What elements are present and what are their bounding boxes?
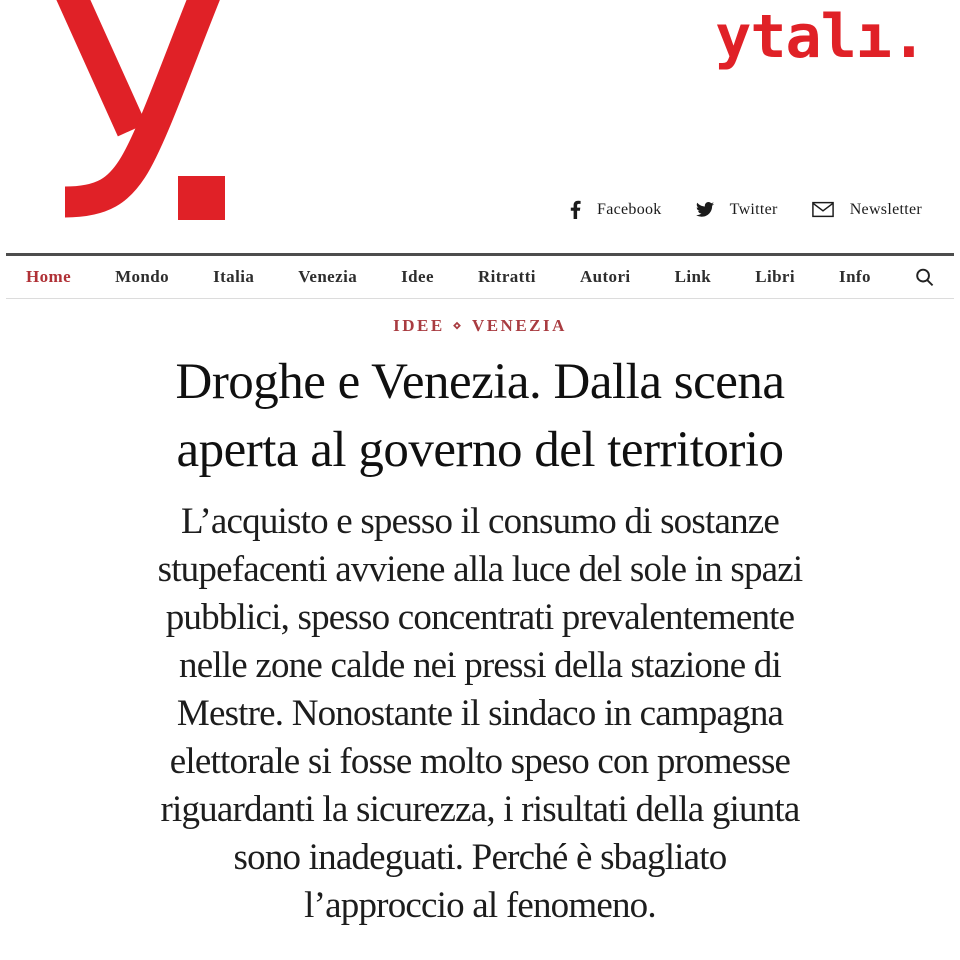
newsletter-link[interactable] — [812, 201, 922, 219]
twitter-label: Twitter — [729, 200, 778, 218]
twitter-icon — [696, 202, 714, 217]
nav-item-link[interactable]: Link — [674, 267, 712, 286]
nav-item-idee[interactable]: Idee — [401, 267, 434, 286]
nav-item-italia[interactable]: Italia — [213, 267, 255, 286]
facebook-icon — [569, 200, 581, 219]
subtitle-line: riguardanti la sicurezza, i risultati della giunta — [160, 789, 800, 830]
category-link-venezia[interactable]: VENEZIA — [471, 316, 567, 335]
search-button[interactable] — [915, 268, 934, 287]
subtitle-line: Mestre. Nonostante il sindaco in campagna — [176, 693, 784, 734]
article-header — [0, 316, 960, 930]
masthead — [0, 0, 960, 253]
category-link-idee[interactable]: IDEE — [393, 316, 445, 335]
subtitle-line: nelle zone calde nei pressi della stazione di — [179, 645, 781, 686]
nav-item-venezia[interactable]: Venezia — [298, 267, 358, 286]
logo-dot-square — [178, 176, 225, 220]
nav-item-home[interactable]: Home — [26, 267, 72, 286]
nav-item-mondo[interactable]: Mondo — [115, 267, 170, 286]
ytali-wordmark[interactable]: ytalı. — [715, 2, 926, 72]
nav-item-autori[interactable]: Autori — [579, 267, 631, 286]
nav-item-libri[interactable]: Libri — [755, 267, 795, 286]
subtitle-line: l’approccio al fenomeno. — [304, 885, 656, 926]
facebook-label: Facebook — [597, 200, 662, 218]
subtitle-line: sono inadeguati. Perché è sbagliato — [233, 837, 727, 878]
subtitle-line: L’acquisto e spesso il consumo di sostanze — [180, 501, 780, 542]
subtitle-line: stupefacenti avviene alla luce del sole in spazi — [157, 549, 803, 590]
article-subtitle — [0, 498, 960, 930]
social-row — [569, 200, 922, 219]
nav-item-ritratti[interactable]: Ritratti — [477, 267, 536, 286]
main-navigation — [6, 253, 954, 299]
newsletter-envelope-icon — [812, 201, 834, 218]
breadcrumb — [0, 316, 960, 336]
twitter-link[interactable] — [696, 201, 778, 219]
subtitle-line: elettorale si fosse molto speso con promesse — [169, 741, 791, 782]
headline-line: aperta al governo del territorio — [176, 422, 784, 478]
search-icon — [915, 268, 934, 287]
headline-line: Droghe e Venezia. Dalla scena — [175, 354, 785, 410]
category-separator-icon: ⋄ — [452, 319, 464, 334]
facebook-link[interactable] — [569, 200, 662, 219]
article-title — [0, 348, 960, 484]
newsletter-label: Newsletter — [849, 200, 922, 218]
nav-item-info[interactable]: Info — [839, 267, 871, 286]
subtitle-line: pubblici, spesso concentrati prevalentemente — [165, 597, 795, 638]
ytali-logo-mark[interactable] — [28, 0, 228, 224]
